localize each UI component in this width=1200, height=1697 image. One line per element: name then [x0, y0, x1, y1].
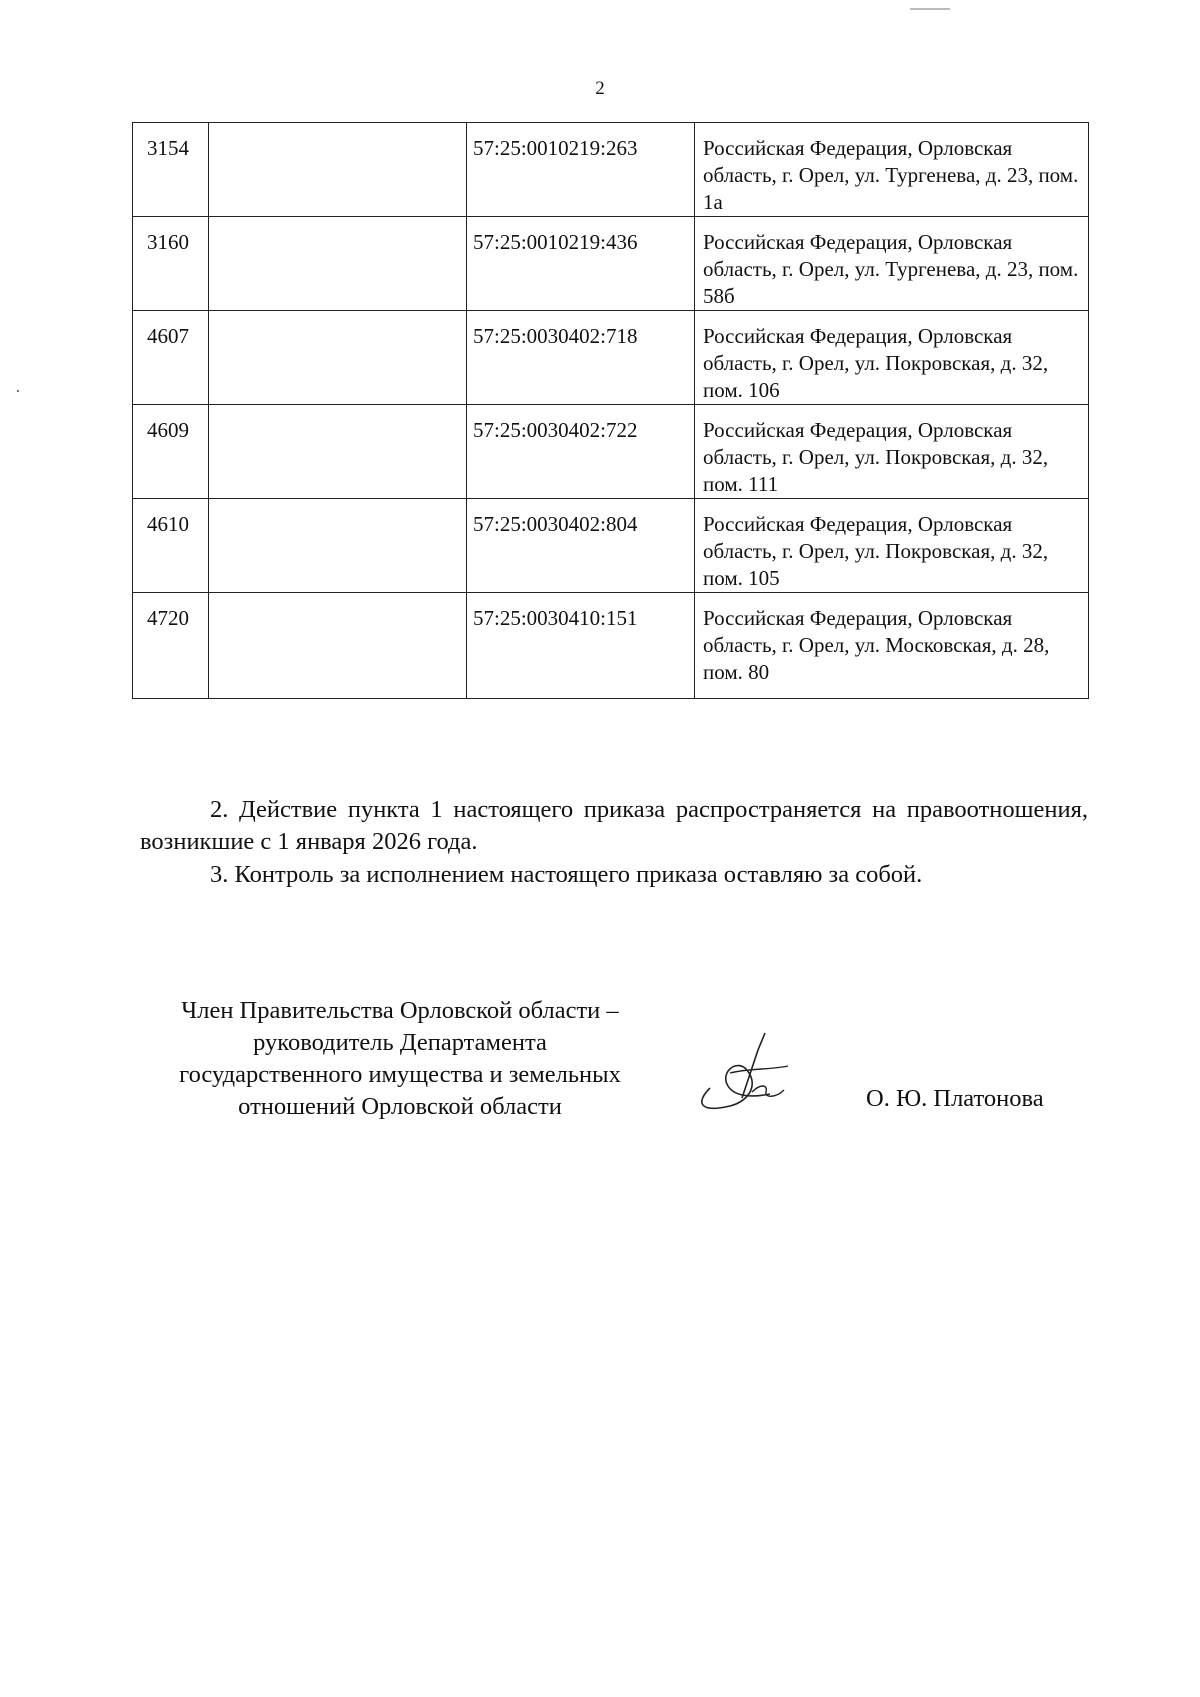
row-name: [209, 593, 467, 699]
scan-artifact: [17, 390, 19, 392]
row-name: [209, 499, 467, 593]
table-row: [133, 123, 1089, 217]
row-cadastral-number: 57:25:0030410:151: [467, 593, 695, 699]
signatory-title-line: отношений Орловской области: [238, 1093, 562, 1120]
row-number: 4720: [133, 593, 209, 699]
row-address: Российская Федерация, Орловская область, г. Орел, ул. Московская, д. 28, пом. 80: [695, 593, 1089, 699]
row-number: 4607: [133, 311, 209, 405]
signatory-title-line: руководитель Департамента: [253, 1029, 547, 1056]
paragraph-2: 2. Действие пункта 1 настоящего приказа распространяется на правоотношения, возникшие с 1 января 2026 года.: [140, 796, 1088, 855]
row-cadastral-number: 57:25:0030402:722: [467, 405, 695, 499]
row-name: [209, 217, 467, 311]
row-cadastral-number: 57:25:0010219:436: [467, 217, 695, 311]
table-row: [133, 593, 1089, 699]
row-name: [209, 123, 467, 217]
handwritten-signature: [690, 1028, 810, 1118]
row-cadastral-number: 57:25:0030402:804: [467, 499, 695, 593]
row-number: 4610: [133, 499, 209, 593]
row-number: 3154: [133, 123, 209, 217]
row-address: Российская Федерация, Орловская область, г. Орел, ул. Тургенева, д. 23, пом. 58б: [695, 217, 1089, 311]
row-name: [209, 405, 467, 499]
scan-artifact: [910, 8, 950, 10]
table-row: [133, 217, 1089, 311]
table-row: [133, 405, 1089, 499]
paragraph-3: 3. Контроль за исполнением настоящего приказа оставляю за собой.: [210, 861, 923, 888]
signatory-title-line: государственного имущества и земельных: [179, 1061, 621, 1088]
signatory-title: [120, 995, 680, 1123]
row-address: Российская Федерация, Орловская область, г. Орел, ул. Покровская, д. 32, пом. 111: [695, 405, 1089, 499]
row-name: [209, 311, 467, 405]
row-number: 4609: [133, 405, 209, 499]
signatory-name: О. Ю. Платонова: [866, 1085, 1044, 1112]
property-table: [132, 122, 1089, 699]
row-address: Российская Федерация, Орловская область, г. Орел, ул. Покровская, д. 32, пом. 105: [695, 499, 1089, 593]
row-cadastral-number: 57:25:0030402:718: [467, 311, 695, 405]
row-number: 3160: [133, 217, 209, 311]
table-row: [133, 499, 1089, 593]
table-row: [133, 311, 1089, 405]
row-address: Российская Федерация, Орловская область, г. Орел, ул. Тургенева, д. 23, пом. 1а: [695, 123, 1089, 217]
signatory-title-line: Член Правительства Орловской области –: [181, 997, 619, 1024]
row-cadastral-number: 57:25:0010219:263: [467, 123, 695, 217]
row-address: Российская Федерация, Орловская область, г. Орел, ул. Покровская, д. 32, пом. 106: [695, 311, 1089, 405]
page-number: 2: [595, 78, 605, 99]
